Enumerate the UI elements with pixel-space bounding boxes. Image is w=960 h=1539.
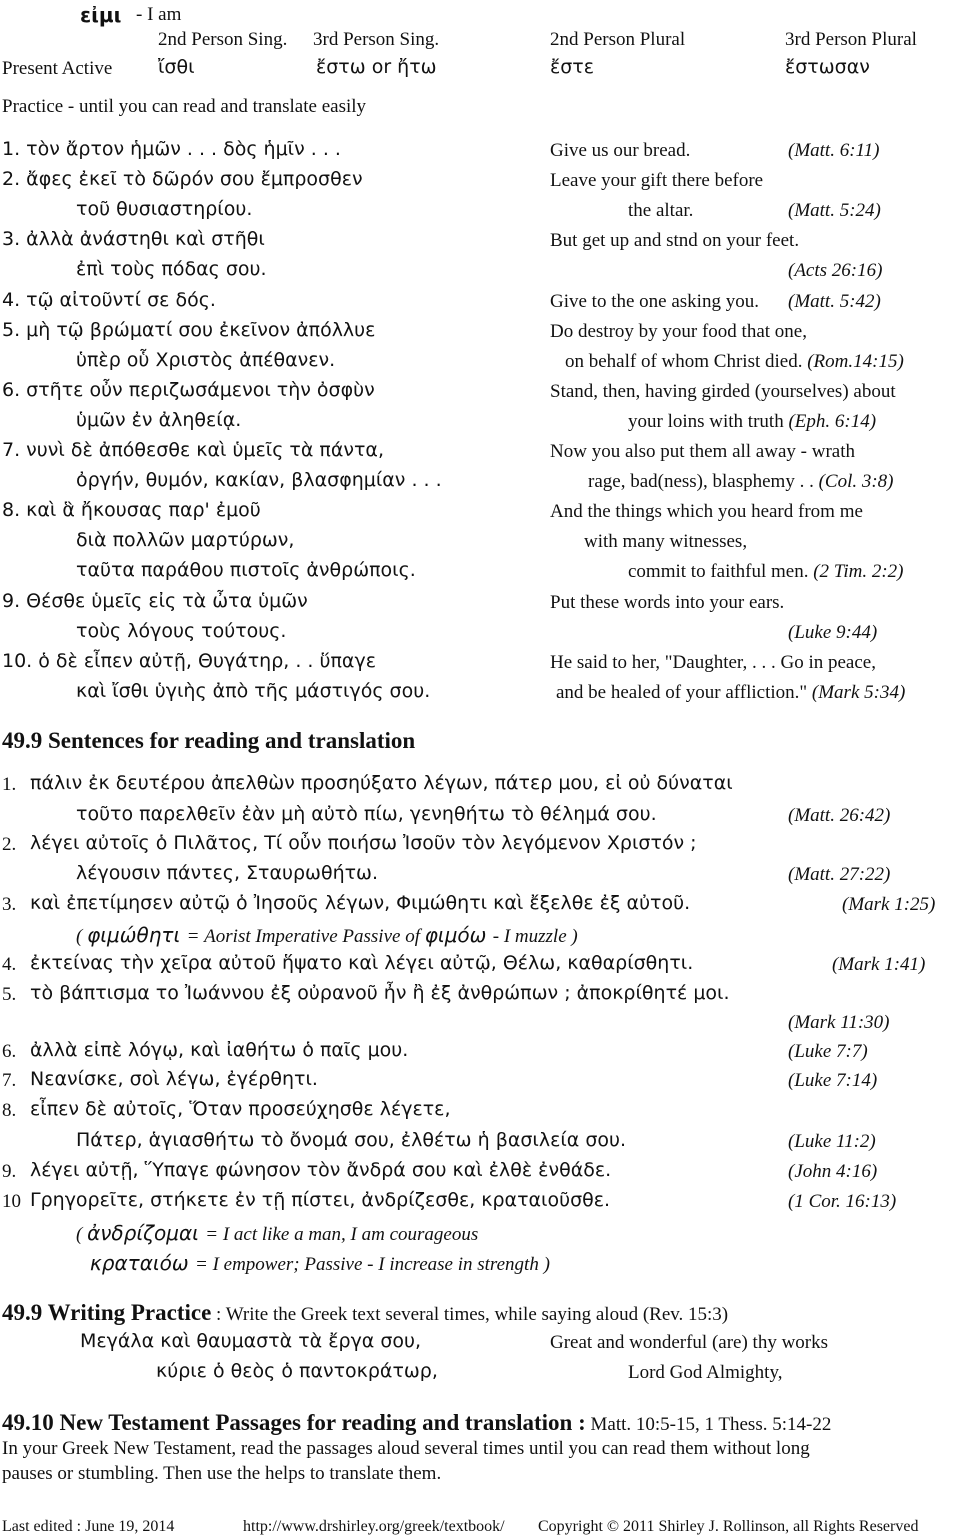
- sentence-greek: λέγει αὐτῇ, Ὕπαγε φώνησον τὸν ἄνδρά σου καὶ ἐλθὲ ἐνθάδε.: [30, 1159, 612, 1181]
- sentence-ref: (Luke 7:7): [788, 1041, 868, 1062]
- sentence-number: 9.: [2, 1161, 17, 1182]
- writing-instruction: : Write the Greek text several times, while saying aloud (Rev. 15:3): [216, 1304, 729, 1325]
- practice-english: Put these words into your ears.: [550, 592, 785, 613]
- form-2pl: ἔστε: [550, 56, 595, 78]
- practice-english: rage, bad(ness), blasphemy . . (Col. 3:8): [588, 471, 894, 492]
- sentence-ref: (Matt. 27:22): [788, 864, 891, 885]
- nt-instruction-2: pauses or stumbling. Then use the helps to translate them.: [2, 1463, 442, 1484]
- form-3sg: ἔστω or ἤτω: [316, 56, 437, 78]
- sentence-greek: πάλιν ἐκ δευτέρου ἀπελθὼν προσηύξατο λέγων, πάτερ μου, εἰ οὐ δύναται: [30, 772, 733, 794]
- sentence-number: 10: [2, 1191, 21, 1212]
- practice-english: Give to the one asking you.: [550, 291, 759, 312]
- practice-english: with many witnesses,: [584, 531, 748, 552]
- note-text: - I muzzle ): [492, 926, 578, 947]
- sentence-ref: (Mark 1:25): [842, 894, 936, 915]
- form-2sg: ἴσθι: [158, 56, 195, 78]
- practice-english: the altar.: [628, 200, 694, 221]
- col-3pl: 3rd Person Plural: [785, 29, 917, 50]
- practice-greek: 5. μὴ τῷ βρώματί σου ἐκεῖνον ἀπόλλυε: [2, 319, 376, 341]
- practice-greek: 1. τὸν ἄρτον ἡμῶν . . . δὸς ἡμῖν . . .: [2, 138, 341, 160]
- nt-instruction-1: In your Greek New Testament, read the passages aloud several times until you can read them without long: [2, 1438, 810, 1459]
- practice-ref: (Luke 9:44): [788, 622, 878, 643]
- sentence-number: 2.: [2, 834, 17, 855]
- note-text: (: [76, 1224, 88, 1245]
- practice-greek: 4. τῷ αἰτοῦντί σε δός.: [2, 289, 216, 311]
- writing-english-2: Lord God Almighty,: [628, 1362, 783, 1383]
- section-heading-sentences: 49.9 Sentences for reading and translation: [2, 728, 416, 753]
- practice-greek: 7. νυνὶ δὲ ἀπόθεσθε καὶ ὑμεῖς τὰ πάντα,: [2, 439, 384, 461]
- practice-greek: 6. στῆτε οὖν περιζωσάμενοι τὴν ὀσφὺν: [2, 379, 375, 401]
- writing-heading: [2, 1300, 728, 1326]
- verb-meaning: - I am: [136, 4, 182, 25]
- sentence-greek: τὸ βάπτισμα το Ἰωάννου ἐξ οὐρανοῦ ἦν ἢ ἐξ ἀνθρώπων ; ἀποκρίθητέ μοι.: [30, 982, 730, 1004]
- sentence-greek: Νεανίσκε, σοὶ λέγω, ἐγέρθητι.: [30, 1068, 318, 1090]
- sentence-note: [76, 1222, 478, 1246]
- practice-english: and be healed of your affliction." (Mark 5:34): [556, 682, 906, 703]
- sentence-number: 5.: [2, 984, 17, 1005]
- form-3pl: ἔστωσαν: [785, 56, 870, 78]
- sentence-greek: λέγουσιν πάντες, Σταυρωθήτω.: [76, 862, 379, 884]
- note-text: = Aorist Imperative Passive of: [186, 926, 425, 947]
- practice-english: your loins with truth (Eph. 6:14): [628, 411, 877, 432]
- practice-english: Do destroy by your food that one,: [550, 321, 807, 342]
- practice-ref: (Matt. 5:24): [788, 200, 881, 221]
- practice-ref: (Rom.14:15): [802, 351, 904, 372]
- practice-ref: (Col. 3:8): [813, 471, 894, 492]
- practice-greek: ἐπὶ τοὺς πόδας σου.: [76, 258, 267, 280]
- sentence-ref: (1 Cor. 16:13): [788, 1191, 897, 1212]
- practice-ref: (2 Tim. 2:2): [808, 561, 904, 582]
- sentence-ref: (Mark 11:30): [788, 1012, 890, 1033]
- footer-edited: Last edited : June 19, 2014: [2, 1518, 175, 1535]
- sentence-greek: Πάτερ, ἁγιασθήτω τὸ ὄνομά σου, ἐλθέτω ἡ βασιλεία σου.: [76, 1129, 627, 1151]
- sentence-number: 3.: [2, 894, 17, 915]
- writing-english-1: Great and wonderful (are) thy works: [550, 1332, 829, 1353]
- practice-greek: 10. ὁ δὲ εἶπεν αὐτῇ, Θυγάτηρ, . . ὕπαγε: [2, 650, 376, 672]
- sentence-greek: ἀλλὰ εἰπὲ λόγῳ, καὶ ἰαθήτω ὁ παῖς μου.: [30, 1039, 409, 1061]
- note-greek-term: φιμόω: [424, 923, 493, 947]
- sentence-number: 6.: [2, 1041, 17, 1062]
- practice-english: And the things which you heard from me: [550, 501, 863, 522]
- practice-title: Practice - until you can read and translate easily: [2, 96, 367, 117]
- practice-greek: καὶ ἴσθι ὑγιὴς ἀπὸ τῆς μάστιγός σου.: [76, 680, 431, 702]
- note-greek-term: κραταιόω: [90, 1251, 195, 1275]
- sentence-number: 7.: [2, 1070, 17, 1091]
- sentence-ref: (John 4:16): [788, 1161, 878, 1182]
- sentence-greek: καὶ ἐπετίμησεν αὐτῷ ὁ Ἰησοῦς λέγων, Φιμώθητι καὶ ἔξελθε ἐξ αὐτοῦ.: [30, 892, 691, 914]
- sentence-note: [76, 924, 578, 948]
- practice-english: on behalf of whom Christ died. (Rom.14:15): [565, 351, 904, 372]
- practice-english: commit to faithful men. (2 Tim. 2:2): [628, 561, 904, 582]
- practice-ref: (Matt. 6:11): [788, 140, 880, 161]
- writing-title: 49.9 Writing Practice: [2, 1300, 212, 1325]
- note-greek-term: ἀνδρίζομαι: [87, 1221, 206, 1245]
- practice-ref: (Matt. 5:42): [788, 291, 881, 312]
- writing-greek-2: κύριε ὁ θεὸς ὁ παντοκράτωρ,: [156, 1360, 438, 1382]
- practice-greek: τοῦ θυσιαστηρίου.: [76, 198, 253, 220]
- sentence-note: [90, 1252, 550, 1276]
- col-3sg: 3rd Person Sing.: [313, 29, 440, 50]
- practice-english: Leave your gift there before: [550, 170, 764, 191]
- sentence-ref: (Mark 1:41): [832, 954, 926, 975]
- practice-greek: ὑπὲρ οὗ Χριστὸς ἀπέθανεν.: [76, 349, 336, 371]
- practice-english: Give us our bread.: [550, 140, 691, 161]
- sentence-ref: (Matt. 26:42): [788, 805, 891, 826]
- col-2sg: 2nd Person Sing.: [158, 29, 288, 50]
- verb-title: εἰμι: [80, 3, 122, 27]
- sentence-number: 8.: [2, 1100, 17, 1121]
- practice-english: Now you also put them all away - wrath: [550, 441, 855, 462]
- practice-greek: ταῦτα παράθου πιστοῖς ἀνθρώποις.: [76, 559, 416, 581]
- sentence-greek: τοῦτο παρελθεῖν ἐὰν μὴ αὐτὸ πίω, γενηθήτω τὸ θέλημά σου.: [76, 803, 657, 825]
- note-greek-term: φιμώθητι: [87, 923, 187, 947]
- sentence-greek: Γρηγορεῖτε, στήκετε ἐν τῇ πίστει, ἀνδρίζεσθε, κραταιοῦσθε.: [30, 1189, 611, 1211]
- sentence-ref: (Luke 7:14): [788, 1070, 878, 1091]
- practice-english: Stand, then, having girded (yourselves) about: [550, 381, 896, 402]
- practice-ref: (Acts 26:16): [788, 260, 883, 281]
- nt-refs: Matt. 10:5-15, 1 Thess. 5:14-22: [590, 1414, 832, 1435]
- col-2pl: 2nd Person Plural: [550, 29, 686, 50]
- footer-copyright: Copyright © 2011 Shirley J. Rollinson, all Rights Reserved: [538, 1518, 919, 1535]
- row-label: Present Active: [2, 58, 113, 79]
- sentence-ref: (Luke 11:2): [788, 1131, 876, 1152]
- practice-greek: 9. Θέσθε ὑμεῖς εἰς τὰ ὦτα ὑμῶν: [2, 590, 308, 612]
- practice-greek: ὀργήν, θυμόν, κακίαν, βλασφημίαν . . .: [76, 469, 442, 491]
- sentence-greek: ἐκτείνας τὴν χεῖρα αὐτοῦ ἥψατο καὶ λέγει αὐτῷ, Θέλω, καθαρίσθητι.: [30, 952, 694, 974]
- writing-greek-1: Μεγάλα καὶ θαυμαστὰ τὰ ἔργα σου,: [80, 1330, 422, 1352]
- practice-greek: 8. καὶ ἃ ἤκουσας παρ' ἐμοῦ: [2, 499, 261, 521]
- nt-title: 49.10 New Testament Passages for reading and translation :: [2, 1410, 586, 1435]
- footer-url[interactable]: http://www.drshirley.org/greek/textbook/: [243, 1518, 505, 1535]
- note-text: (: [76, 926, 88, 947]
- sentence-greek: λέγει αὐτοῖς ὁ Πιλᾶτος, Τί οὖν ποιήσω Ἰσοῦν τὸν λεγόμενον Χριστόν ;: [30, 832, 697, 854]
- practice-english: But get up and stnd on your feet.: [550, 230, 800, 251]
- practice-english: He said to her, "Daughter, . . . Go in peace,: [550, 652, 876, 673]
- practice-greek: τοὺς λόγους τούτους.: [76, 620, 287, 642]
- practice-greek: διὰ πολλῶν μαρτύρων,: [76, 529, 295, 551]
- sentence-number: 1.: [2, 774, 17, 795]
- practice-greek: ὑμῶν ἐν ἀληθείᾳ.: [76, 409, 242, 431]
- practice-ref: (Eph. 6:14): [783, 411, 877, 432]
- practice-greek: 3. ἀλλὰ ἀνάστηθι καὶ στῆθι: [2, 228, 265, 250]
- practice-greek: 2. ἄφες ἐκεῖ τὸ δῶρόν σου ἔμπροσθεν: [2, 168, 363, 190]
- sentence-greek: εἶπεν δὲ αὐτοῖς, Ὅταν προσεύχησθε λέγετε,: [30, 1098, 451, 1120]
- nt-heading: [2, 1410, 831, 1436]
- note-text: = I act like a man, I am courageous: [205, 1224, 479, 1245]
- practice-ref: (Mark 5:34): [807, 682, 906, 703]
- sentence-number: 4.: [2, 954, 17, 975]
- note-text: = I empower; Passive - I increase in strength ): [195, 1254, 550, 1275]
